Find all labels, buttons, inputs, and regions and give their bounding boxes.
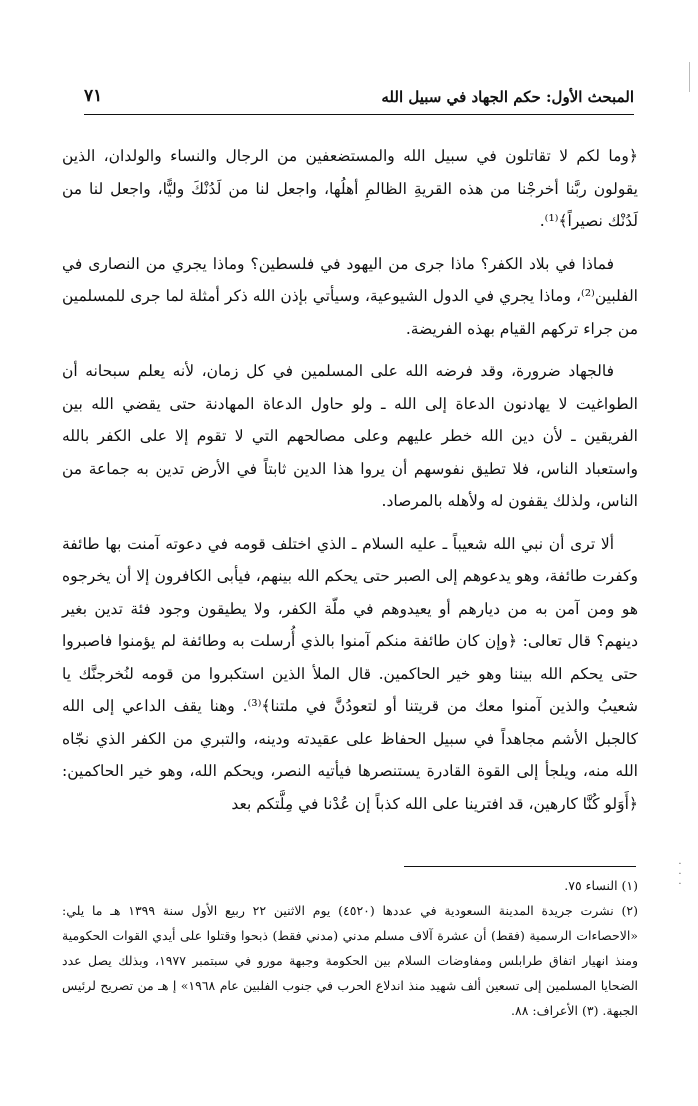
- paragraph-jihad-necessity: فالجهاد ضرورة، وقد فرضه الله على المسلمين في كل زمان، لأنه يعلم سبحانه أن الطواغيت لا يهادنون الدعاة إلى الله ـ ولو حاول الدعاة المهادنة حتى يقضي الله بين الفريقين ـ لأن دين الله خطر عليهم وعلى مصالحهم التي لا تقوم إلا على الكفر بالله واستعباد الناس، فلا تطيق نفوسهم أن يروا هذا الدين ثابتاً في الأرض تدين به جماعة من الناس، ولذلك يقفون له ولأهله بالمرصاد.: [62, 362, 638, 510]
- paragraph-prophet-shuaib: ألا ترى أن نبي الله شعيباً ـ عليه السلام ـ الذي اختلف قومه في دعوته آمنت بها طائفة وكفرت طائفة، وهو يدعوهم إلى الصبر حتى يحكم الله بينهم، فيأبى الكافرون إلا أن يخرجوه هو ومن آمن به من ديارهم أو يعيدوهم في ملّة الكفر، ولا يطيقون وجود فئة تدين بغير دينهم؟ قال تعالى: ﴿وإن كان طائفة منكم آمنوا بالذي أُرسلت به وطائفة لم يؤمنوا فاصبروا حتى يحكم الله بيننا وهو خير الحاكمين. قال الملأ الذين استكبروا من قومه لنُخرجنَّك يا شعيبُ والذين آمنوا معك من قريتنا أو لتعودُنَّ في ملتنا﴾⁽³⁾. وهنا يقف الداعي إلى الله كالجبل الأشم مجاهداً في سبيل الحفاظ على عقيدته ودينه، والتبري من الكفر الذي نجّاه الله منه، ويلجأ إلى القوة القادرة يستنصرها فيأتيه النصر، ويحكم الله، وهو خير الحاكمين: ﴿أَوَلو كُنَّا كارهين، قد افترينا على الله كذباً إن عُدْنا في مِلَّتكم بعد: [62, 534, 638, 813]
- page-number: ٧١: [84, 86, 103, 106]
- running-header: [84, 86, 634, 115]
- chapter-title: المبحث الأول: حكم الجهاد في سبيل الله: [381, 88, 634, 106]
- footnote-2: (٢) نشرت جريدة المدينة السعودية في عددها (٤٥٢٠) يوم الاثنين ٢٢ ربيع الأول سنة ١٣٩٩ هـ ما يلي: «الاحصاءات الرسمية (فقط) أن عشرة آلاف مسلم مدني (مدني فقط) ذبحوا وقتلوا على أيدي القوات الحكومية ومنذ انهيار اتفاق طرابلس ومفاوضات السلام بين الحكومة وجبهة مورو في سبتمبر ١٩٧٧، وبذلك يصل عدد الضحايا المسلمين إلى تسعين ألف شهيد منذ اندلاع الحرب في جنوب الفلبين عام ١٩٦٨» إ هـ من تصريح لرئيس الجبهة. (٣) الأعراف: ٨٨.: [62, 903, 639, 1018]
- footnotes: [62, 873, 638, 1023]
- scan-margin-marks: · · ·: [678, 859, 682, 890]
- main-text: [62, 140, 638, 830]
- paragraph-verse: ﴿وما لكم لا تقاتلون في سبيل الله والمستضعفين من الرجال والنساء والولدان، الذين يقولون ربَّنا أخرجْنا من هذه القريةِ الظالمِ أهلُها، واجعل لنا من لَدُنْكَ وليًّا، واجعل لنا من لَدُنْك نصيراً﴾⁽¹⁾.: [62, 147, 638, 230]
- footnote-1: (١) النساء ٧٥.: [564, 878, 638, 893]
- footnote-separator: [404, 866, 636, 867]
- paragraph-lands-of-disbelief: فماذا في بلاد الكفر؟ ماذا جرى من اليهود في فلسطين؟ وماذا يجري من النصارى في الفلبين⁽²⁾، وماذا يجري في الدول الشيوعية، وسيأتي بإذن الله ذكر أمثلة لما جرى للمسلمين من جراء تركهم القيام بهذه الفريضة.: [62, 254, 638, 338]
- page-edge-mark: [689, 62, 690, 92]
